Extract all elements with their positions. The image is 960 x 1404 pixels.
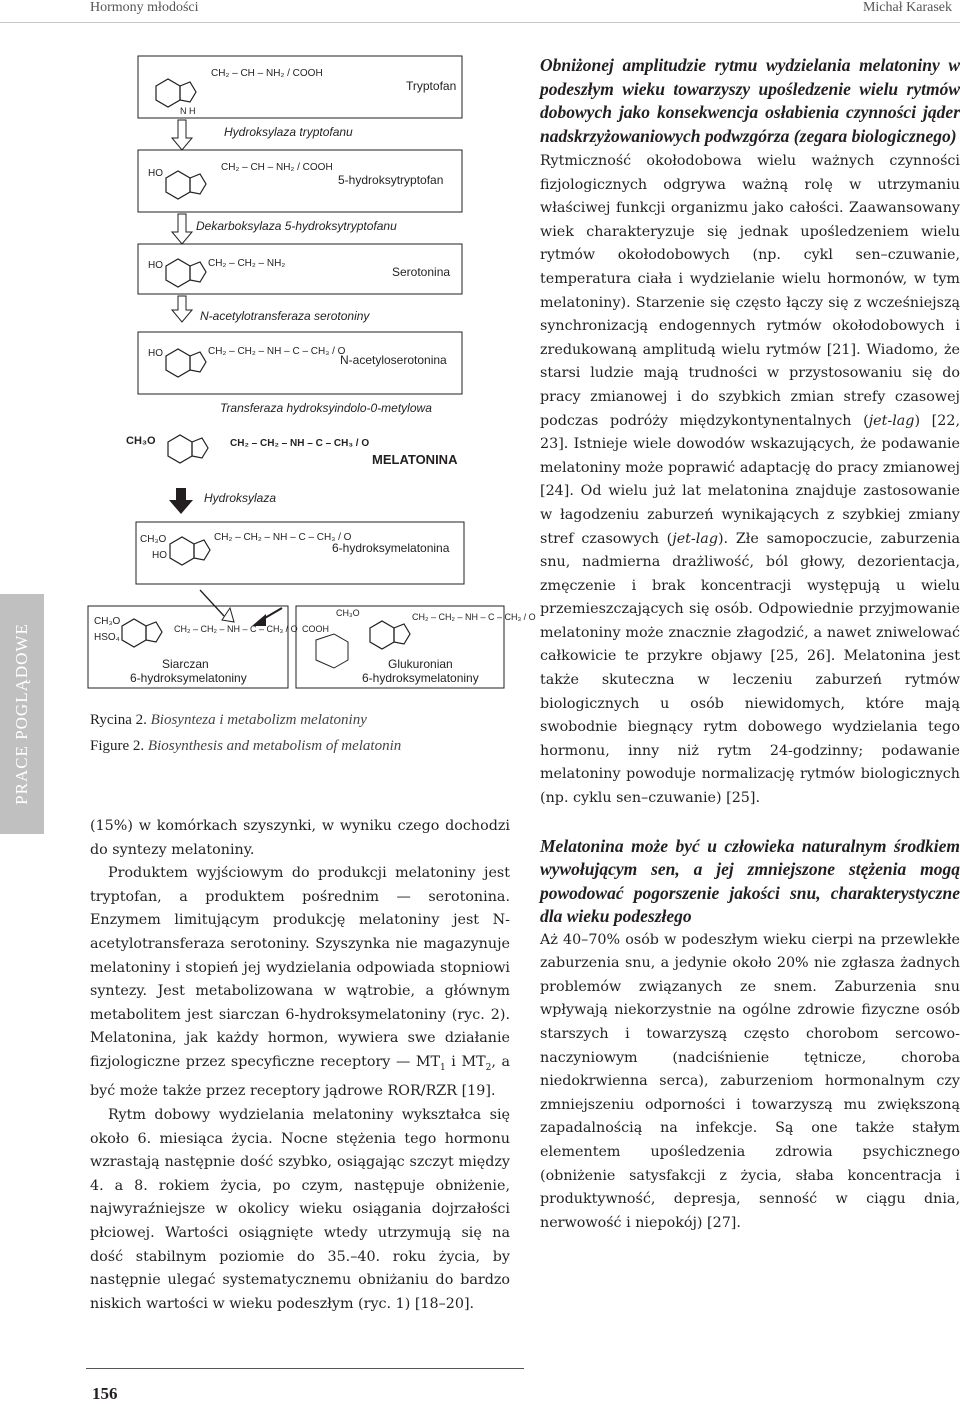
- enzyme-3: N-acetylotransferaza serotoniny: [200, 309, 370, 323]
- label-melatonin: MELATONINA: [372, 452, 458, 467]
- svg-text:HSO₄: HSO₄: [94, 632, 120, 643]
- svg-text:CH₃O: CH₃O: [126, 435, 156, 447]
- label-tryptofan: Tryptofan: [406, 79, 457, 93]
- right-paragraph-2: Aż 40–70% osób w podeszłym wieku cierpi na przewlekłe zaburzenia snu, a jedynie około 20% nie zgłasza żadnych problemów związanych ze snem. Zaburzenia snu wpływają niekorzystnie na ogólne zdrowie fizyczne osób starszych i towarzyszą często chorobom sercowo-naczyniowym (nadciśnienie tętnicze, choroba niedokrwienna serca), zaburzeniom hormonalnym czy zmniejszeniu odporności i towarzyszą mu zwiększoną zapadalnością na infekcje. Są one także stałym elementem upośledzenia zdrowia psychicznego (obniżenie satysfakcji z życia, słaba koncentracja i produktywność, depresja, senność w ciągu dnia, nerwowość i niepokój) [27].: [540, 931, 960, 1231]
- section-side-tab: [0, 594, 44, 834]
- caption-pl-label: Rycina 2.: [90, 712, 147, 728]
- right-heading-2: Melatonina może być u człowieka naturalnym środkiem wywołującym sen, a jej zmniejszone stężenia mogą powodować pogorszenie jakości snu, charakterystyczne dla wieku podeszłego: [540, 835, 960, 927]
- svg-text:CH₂ – CH₂ – NH – C – CH₃ / O: CH₂ – CH₂ – NH – C – CH₃ / O: [208, 346, 346, 357]
- enzyme-5: Hydroksylaza: [204, 491, 277, 505]
- header-title: Hormony młodości: [90, 0, 199, 15]
- label-hydroxymelatonin: 6-hydroksymelatonina: [332, 541, 450, 555]
- section-side-tab-label: PRACE POGLĄDOWE: [12, 623, 31, 805]
- left-paragraph-3: Rytm dobowy wydzielania melatoniny wykształca się około 6. miesiąca życia. Nocne stężenia tego hormonu wzrastają następnie dość szybko, osiągając szczyt między 4. a 8. rokiem życia, po czym, następuje obniżenie, najwyraźniejsze w okolicy wieku osiągania dojrzałości płciowej. Wartości osiągnięte wtedy utrzymują się na dość stabilnym poziomie do 35.–40. roku życia, by następnie ulegać systematycznemu obniżaniu do bardzo niskich wartości w wieku podeszłym (ryc. 1) [18–20].: [90, 1106, 510, 1312]
- label-serotonin: Serotonina: [392, 265, 451, 279]
- label-glucuronide-2: 6-hydroksymelatoniny: [362, 671, 479, 685]
- caption-en-label: Figure 2.: [90, 738, 145, 754]
- svg-text:CH₂ – CH₂ – NH – C – CH₃ / O: CH₂ – CH₂ – NH – C – CH₃ / O: [214, 532, 352, 543]
- page-number: 156: [92, 1384, 118, 1403]
- label-acetylserotonin: N-acetyloserotonina: [340, 353, 447, 367]
- svg-text:CH₃O: CH₃O: [94, 616, 121, 627]
- svg-text:HO: HO: [148, 348, 163, 359]
- svg-text:COOH: COOH: [302, 624, 329, 634]
- label-sulfate-1: Siarczan: [162, 657, 209, 671]
- svg-text:CH₂ – CH₂ – NH – C – CH₃ / O: CH₂ – CH₂ – NH – C – CH₃ / O: [230, 438, 370, 449]
- svg-text:HO: HO: [148, 168, 163, 179]
- running-header: [0, 0, 960, 24]
- label-hydroxytryptophan: 5-hydroksytryptofan: [338, 173, 444, 187]
- svg-text:HO: HO: [148, 260, 163, 271]
- arrow-2: [172, 214, 192, 244]
- svg-text:CH₂ – CH₂ – NH₂: CH₂ – CH₂ – NH₂: [208, 258, 286, 269]
- enzyme-4: Transferaza hydroksyindolo-0-metylowa: [220, 401, 432, 415]
- left-column: [90, 815, 510, 1316]
- label-glucuronide-1: Glukuronian: [388, 657, 453, 671]
- left-paragraph-2: Produktem wyjściowym do produkcji melatoniny jest tryptofan, a produktem pośrednim — serotonina. Enzymem limitującym produkcję melatoniny jest N-acetylotransferaza serotoniny. Szyszynka nie magazynuje melatoniny i stopień jej wydzielania odpowiada stopniowi syntezy. Jest metabolizowana w wątrobie, a głównym metabolitem jest siarczan 6-hydroksymelatoniny (ryc. 2). Melatonina, jak każdy hormon, wywiera swe działanie fizjologiczne przez specyficzne receptory — $MT_1$ i $MT_2$, a być może także przez receptory jądrowe ROR/RZR [19].: [90, 865, 510, 1100]
- svg-text:CH₂ – CH₂ – NH – C – CH₃ / O: CH₂ – CH₂ – NH – C – CH₃ / O: [412, 612, 536, 622]
- svg-text:HO: HO: [152, 550, 167, 561]
- arrow-to-sulfate: [200, 590, 224, 616]
- svg-text:N H: N H: [180, 106, 196, 116]
- label-sulfate-2: 6-hydroksymelatoniny: [130, 671, 247, 685]
- right-column: [540, 54, 960, 1235]
- figure-caption-pl: [90, 712, 510, 729]
- svg-text:CH₂ – CH – NH₂ / COOH: CH₂ – CH – NH₂ / COOH: [211, 68, 323, 79]
- arrow-hydroxylase: [169, 488, 193, 514]
- right-paragraph-1: Rytmiczność okołodobowa wielu ważnych czynności fizjologicznych odgrywa ważną rolę w utrzymaniu właściwej funkcji organizmu jako całości. Zaawansowany wiek charakteryzuje się jednak upośledzeniem wielu rytmów okołodobowych (np. cykl sen–czuwanie, temperatura ciała i wydzielanie wielu hormonów, w tym melatoniny). Starzenie się często łączy się z wcześniejszą synchronizacją endogennych rytmów okołodobowych i zredukowaną amplitudą wielu rytmów [21]. Wiadomo, że starsi ludzie mają trudności w przystosowaniu się do pracy zmianowej i do szybkich zmian strefy czasowej podczas podróży międzykontynentalnych (jet-lag) [22, 23]. Istnieje wiele dowodów wskazujących, że podawanie melatoniny może poprawić adaptację do pracy zmianowej [24]. Od wielu już lat melatonina znajduje zastosowanie w łagodzeniu zaburzeń wynikających z szybkiej zmiany stref czasowych (jet-lag). Złe samopoczucie, zaburzenia snu, nadmierna drażliwość, ból głowy, dezorientacja, zmęczenie i brak koncentracji występują u wielu przemieszczających się osób. Odpowiednie przyjmowanie melatoniny może znacznie złagodzić, a nawet zniwelować całkowicie te przykre objawy [25, 26]. Melatonina jest także skuteczna w leczeniu zaburzeń rytmów biologicznych u osób niewidomych, które mają swobodnie biegnący rytm dobowego wydzielania tego hormonu, inny niż rytm 24-godzinny; podawanie melatoniny powoduje normalizację rytmów biologicznych (np. cyklu sen–czuwanie) [25].: [540, 153, 960, 807]
- left-paragraph-1: (15%) w komórkach szyszynki, w wyniku czego dochodzi do syntezy melatoniny.: [90, 818, 510, 858]
- svg-text:CH₂ – CH – NH₂ / COOH: CH₂ – CH – NH₂ / COOH: [221, 162, 333, 173]
- svg-text:CH₃O: CH₃O: [336, 608, 360, 618]
- enzyme-1: Hydroksylaza tryptofanu: [224, 125, 353, 139]
- right-heading-1: Obniżonej amplitudzie rytmu wydzielania melatoniny w podeszłym wieku towarzyszy upośledzenie wielu rytmów dobowych jako konsekwencja osłabienia czynności jąder nadskrzyżowaniowych podwzgórza (zegara biologicznego): [540, 55, 960, 146]
- figure-biosynthesis: [86, 48, 536, 698]
- footer-rule: [86, 1368, 524, 1369]
- caption-pl-text: Biosynteza i metabolizm melatoniny: [150, 712, 367, 728]
- arrow-1: [172, 120, 192, 150]
- svg-text:CH₃O: CH₃O: [140, 534, 167, 545]
- caption-en-text: Biosynthesis and metabolism of melatonin: [147, 738, 402, 754]
- enzyme-2: Dekarboksylaza 5-hydroksytryptofanu: [196, 219, 397, 233]
- figure-caption-en: [90, 738, 510, 755]
- svg-text:CH₂ – CH₂ – NH – C – CH₃ / O: CH₂ – CH₂ – NH – C – CH₃ / O: [174, 624, 298, 634]
- header-author: Michał Karasek: [862, 0, 952, 15]
- arrow-3: [172, 296, 192, 322]
- header-rule: [0, 22, 960, 23]
- biosynthesis-diagram: [86, 48, 536, 698]
